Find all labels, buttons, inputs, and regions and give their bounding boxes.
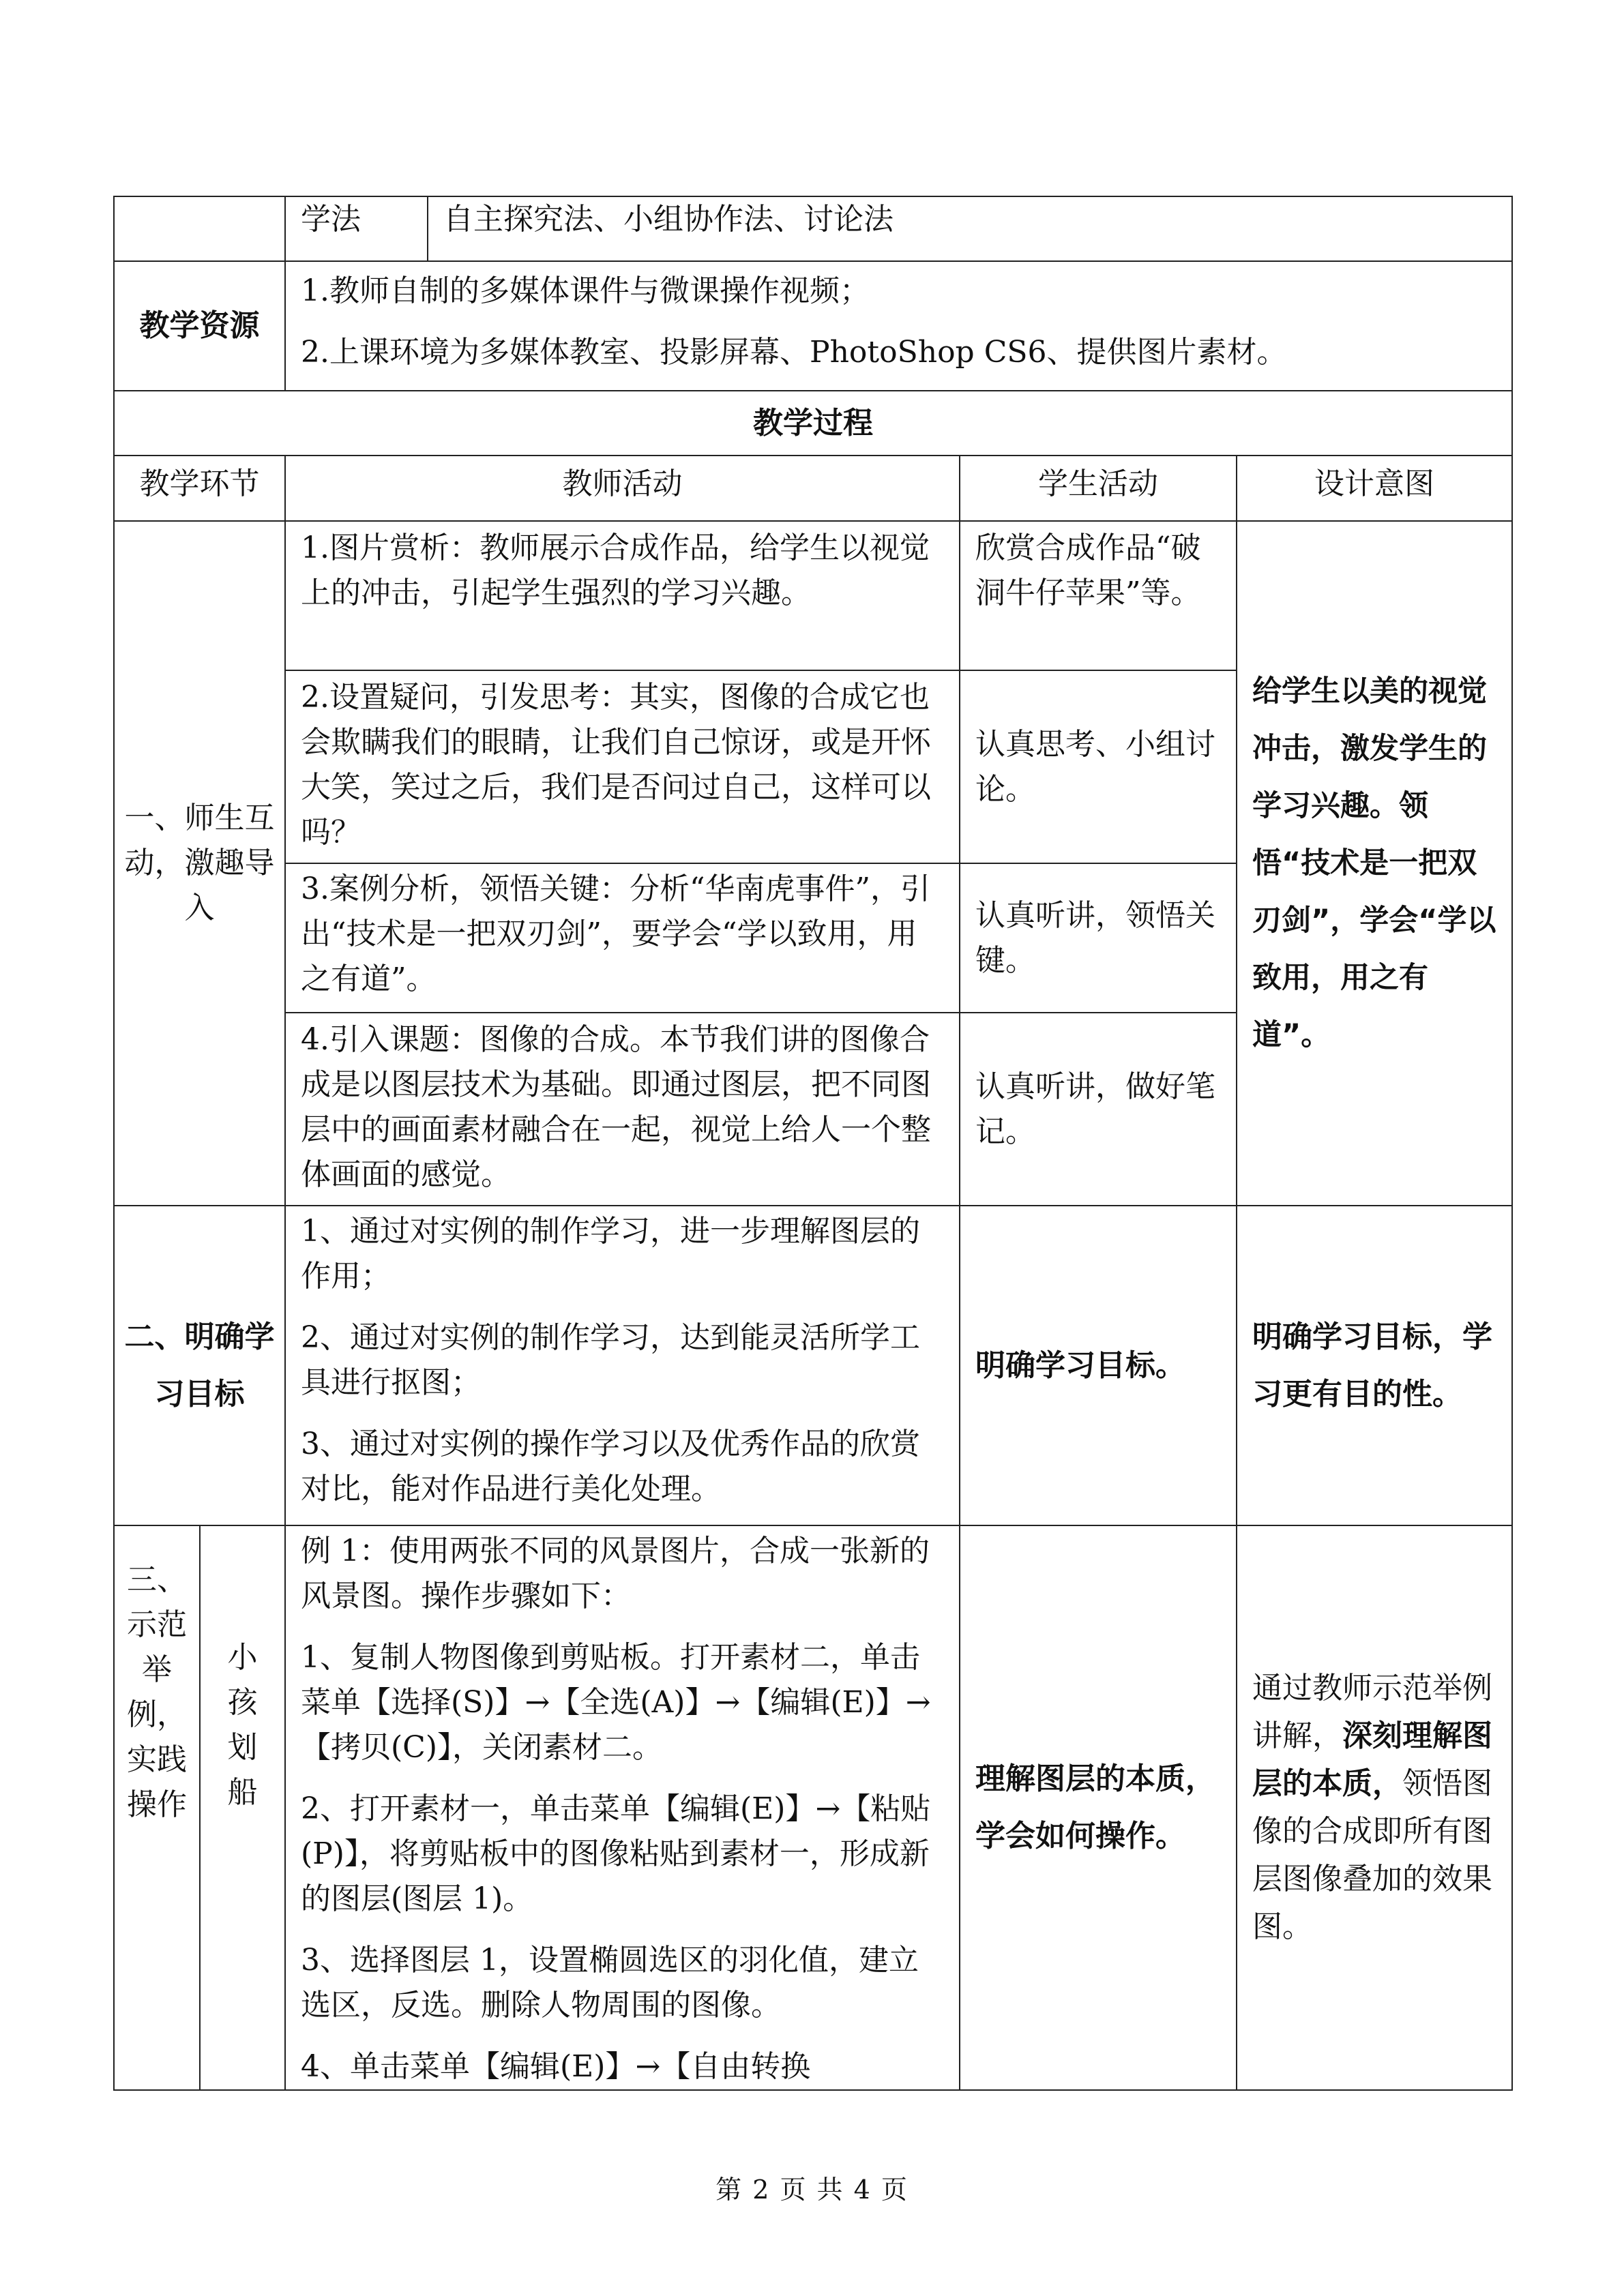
- page-footer: 第 2 页 共 4 页: [715, 2175, 909, 2205]
- section1-row-1: [114, 521, 1512, 670]
- resource-item: 2.上课环境为多媒体教室、投影屏幕、PhotoShop CS6、提供图片素材。: [301, 335, 1287, 370]
- process-title: 教学过程: [114, 391, 1512, 456]
- student-activity: 认真思考、小组讨论。: [960, 670, 1237, 863]
- student-activity: 认真听讲，做好笔记。: [960, 1013, 1237, 1206]
- teacher-activity: 2.设置疑问，引发思考：其实，图像的合成它也会欺瞒我们的眼睛，让我们自己惊讶，或是开怀大笑，笑过之后，我们是否问过自己，这样可以吗？: [285, 670, 960, 863]
- step-item: 2、打开素材一，单击菜单【编辑(E)】→【粘贴(P)】，将剪贴板中的图像粘贴到素材一，形成新的图层(图层 1)。: [301, 1791, 931, 1916]
- teacher-activity: 1.图片赏析：教师展示合成作品，给学生以视觉上的冲击，引起学生强烈的学习兴趣。: [285, 521, 960, 670]
- section2-student: 明确学习目标。: [960, 1206, 1237, 1525]
- goal-item: 2、通过对实例的制作学习，达到能灵活所学工具进行抠图；: [301, 1320, 920, 1400]
- step-item: 3、选择图层 1，设置椭圆选区的羽化值，建立选区，反选。删除人物周围的图像。: [301, 1943, 919, 2023]
- step-item: 4、单击菜单【编辑(E)】→【自由转换: [301, 2049, 811, 2084]
- method-value: 自主探究法、小组协作法、讨论法: [428, 196, 1512, 261]
- section2-intent: 明确学习目标，学习更有目的性。: [1237, 1206, 1512, 1525]
- student-activity: 认真听讲，领悟关键。: [960, 863, 1237, 1013]
- resource-item: 1.教师自制的多媒体课件与微课操作视频；: [301, 273, 870, 308]
- teacher-activity: 3.案例分析，领悟关键：分析“华南虎事件”，引出“技术是一把双刃剑”，要学会“学以致用，用之有道”。: [285, 863, 960, 1013]
- step-item: 例 1：使用两张不同的风景图片，合成一张新的风景图。操作步骤如下：: [301, 1534, 930, 1613]
- resources-title: 教学资源: [114, 261, 285, 391]
- section1-stage: 一、师生互动，激趣导入: [114, 521, 285, 1206]
- step-item: 1、复制人物图像到剪贴板。打开素材二，单击菜单【选择(S)】→【全选(A)】→【编辑(E)】→【拷贝(C)】，关闭素材二。: [301, 1640, 931, 1765]
- header-stage: 教学环节: [114, 456, 285, 521]
- section3-student: 理解图层的本质，学会如何操作。: [960, 1525, 1237, 2090]
- section3-steps: [285, 1525, 960, 2090]
- section3-intent: [1237, 1525, 1512, 2090]
- section3-substage: 小孩划船: [200, 1525, 285, 2090]
- section3-row: [114, 1525, 1512, 2090]
- section1-intent: 给学生以美的视觉冲击，激发学生的学习兴趣。领悟“技术是一把双刃剑”，学会“学以致用，用之有道”。: [1237, 521, 1512, 1206]
- process-title-row: [114, 391, 1512, 456]
- header-intent: 设计意图: [1237, 456, 1512, 521]
- student-activity: 欣赏合成作品“破洞牛仔苹果”等。: [960, 521, 1237, 670]
- section2-goals: [285, 1206, 960, 1525]
- section2-stage: 二、明确学习目标: [114, 1206, 285, 1525]
- teacher-activity: 4.引入课题：图像的合成。本节我们讲的图像合成是以图层技术为基础。即通过图层，把不同图层中的画面素材融合在一起，视觉上给人一个整体画面的感觉。: [285, 1013, 960, 1206]
- header-row: [114, 456, 1512, 521]
- resources-cell: [285, 261, 1512, 391]
- header-teacher: 教师活动: [285, 456, 960, 521]
- method-label: 学法: [285, 196, 428, 261]
- goal-item: 1、通过对实例的制作学习，进一步理解图层的作用；: [301, 1214, 920, 1294]
- section3-stage: 三、示范举例，实践操作: [114, 1525, 200, 2090]
- intent-part: 通过教师示范举例讲解，: [1252, 1671, 1492, 1753]
- intent-part: 领悟图像的合成即所有图层图像叠加的效果图。: [1252, 1766, 1492, 1944]
- resources-row: [114, 261, 1512, 391]
- goal-item: 3、通过对实例的操作学习以及优秀作品的欣赏对比，能对作品进行美化处理。: [301, 1427, 920, 1506]
- header-student: 学生活动: [960, 456, 1237, 521]
- section2-row: [114, 1206, 1512, 1525]
- method-row: [114, 196, 1512, 261]
- method-empty-cell: [114, 196, 285, 261]
- intent-emphasis: 深刻理解图层的本质，: [1252, 1718, 1492, 1801]
- lesson-plan-table: [113, 196, 1513, 2091]
